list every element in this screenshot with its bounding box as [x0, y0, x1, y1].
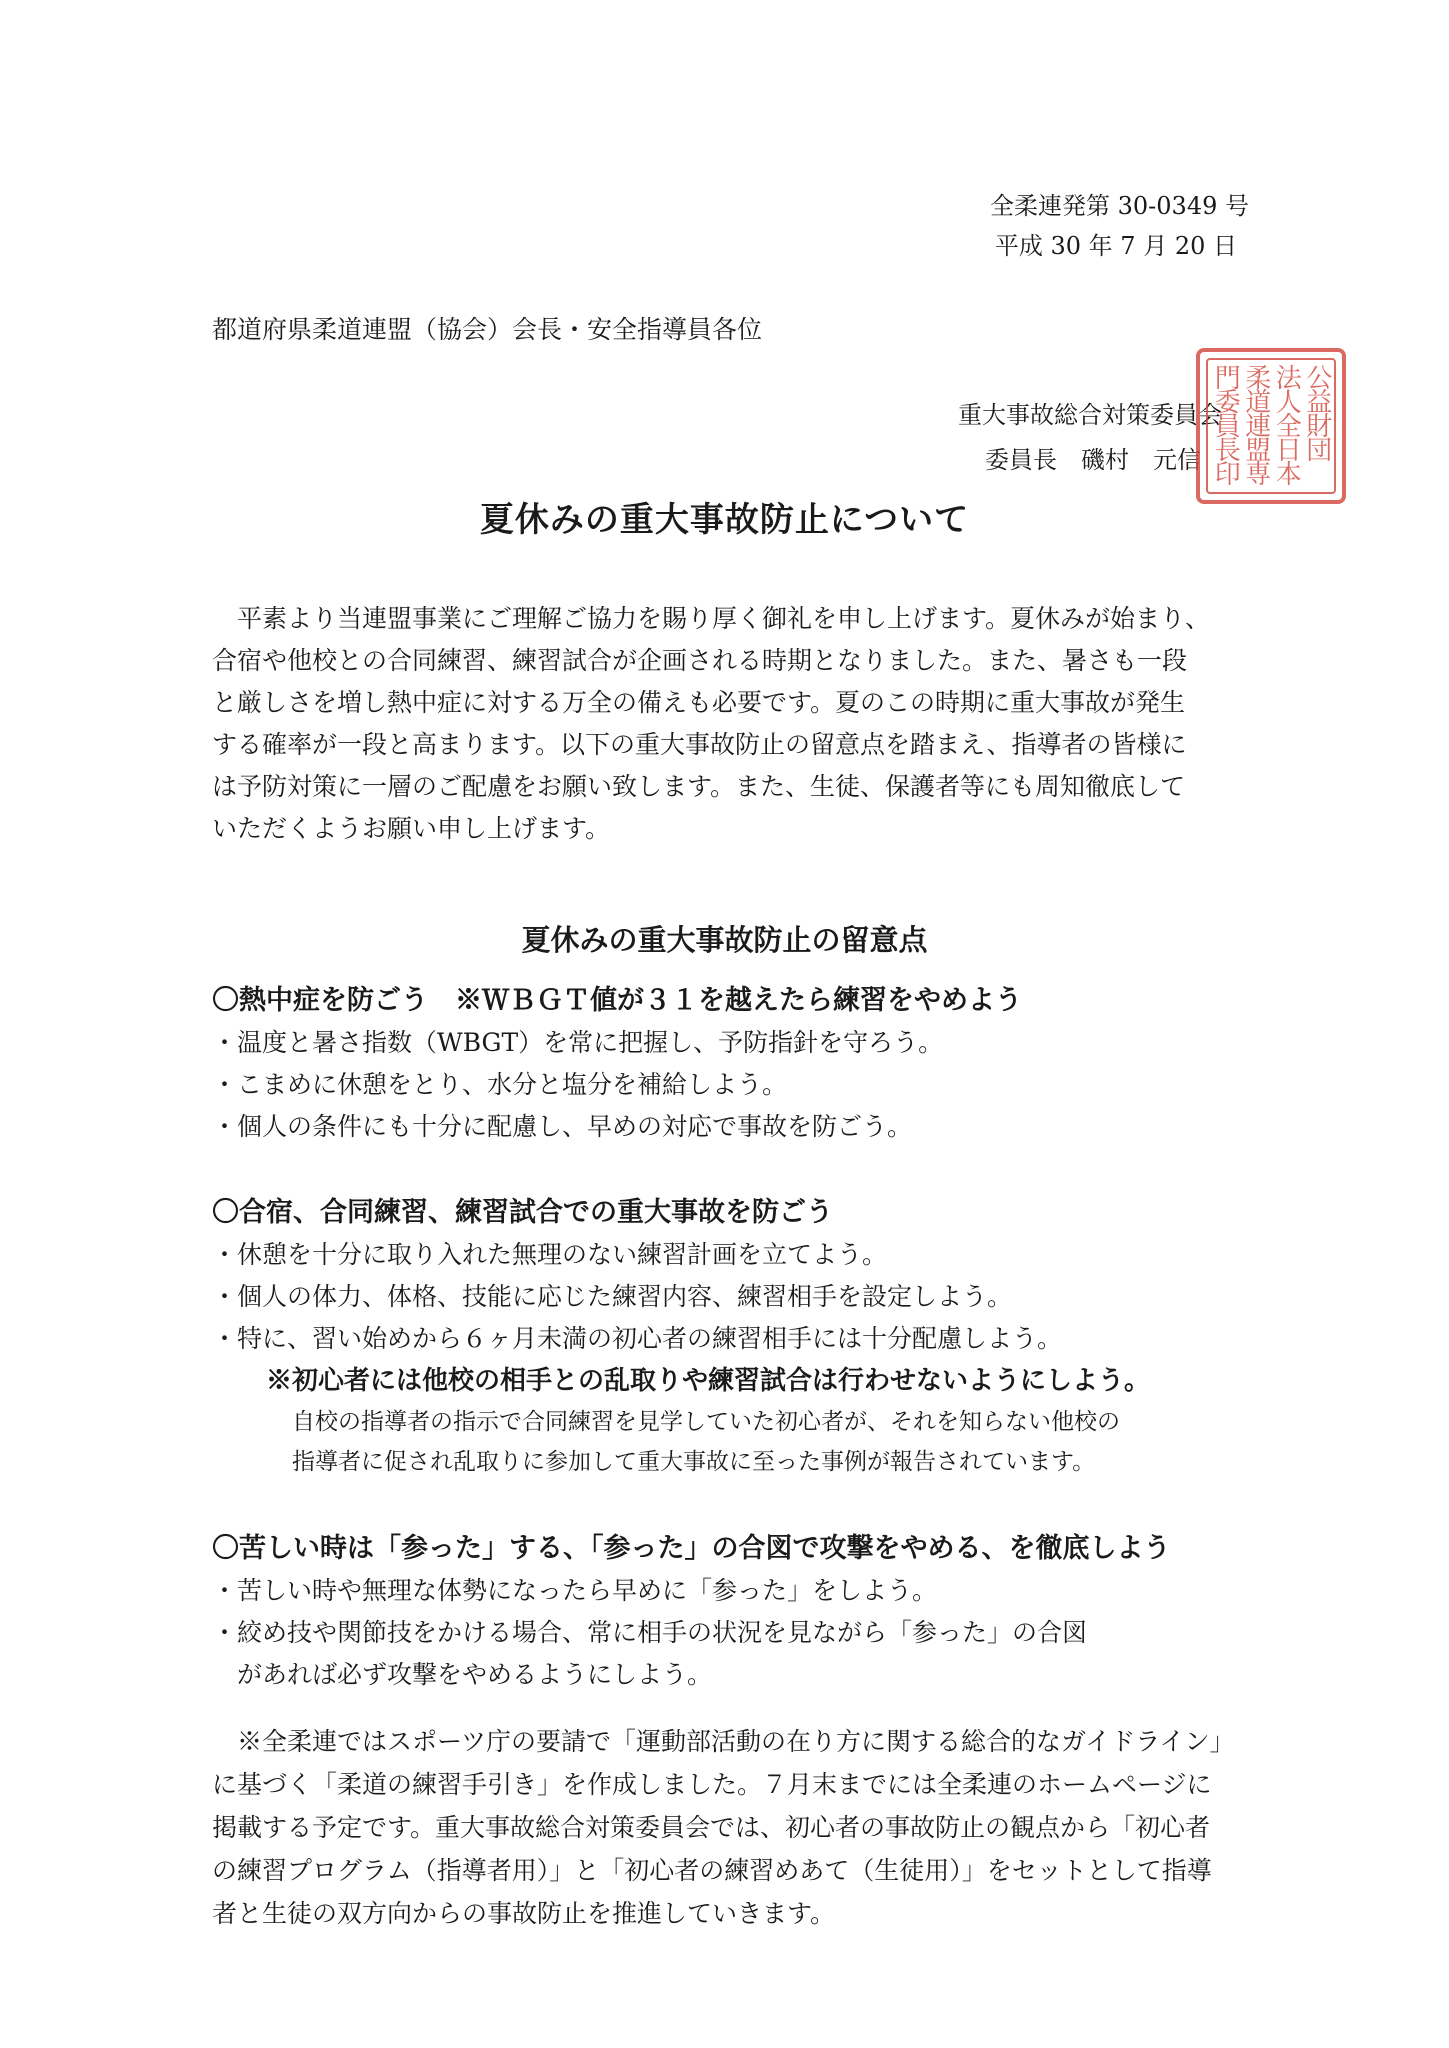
bullet-item: ・温度と暑さ指数（WBGT）を常に把握し、予防指針を守ろう。: [212, 1028, 944, 1057]
document-number: 全柔連発第 30-0349 号: [990, 192, 1249, 220]
note-line: に基づく「柔道の練習手引き」を作成しました。７月末までには全柔連のホームページに: [212, 1770, 1212, 1799]
document-date: 平成 30 年 7 月 20 日: [994, 232, 1237, 260]
seal-column: 門委員長印: [1210, 364, 1241, 484]
sub-line: 自校の指導者の指示で合同練習を見学していた初心者が、それを知らない他校の: [292, 1409, 1120, 1435]
intro-paragraph: [212, 598, 1242, 850]
section-joint-practice: [212, 1192, 1150, 1482]
seal-column: 法人全日本: [1271, 364, 1302, 484]
sub-heading: ※初心者には他校の相手との乱取りや練習試合は行わせないようにしよう。: [266, 1366, 1151, 1396]
bullet-item: ・個人の条件にも十分に配慮し、早めの対応で事故を防ごう。: [212, 1112, 913, 1141]
intro-line: いただくようお願い申し上げます。: [212, 814, 611, 843]
sub-line: 指導者に促され乱取りに参加して重大事故に至った事例が報告されています。: [292, 1449, 1096, 1475]
section-heading: 〇合宿、合同練習、練習試合での重大事故を防ごう: [212, 1197, 833, 1228]
official-seal-stamp: [1196, 348, 1346, 504]
seal-column: 公益財団: [1301, 364, 1332, 460]
seal-inner-border: [1206, 358, 1336, 494]
note-line: の練習プログラム（指導者用）」と「初心者の練習めあて（生徒用）」をセットとして指導: [212, 1856, 1212, 1885]
bullet-item: があれば必ず攻撃をやめるようにしよう。: [212, 1660, 713, 1689]
bullet-item: ・休憩を十分に取り入れた無理のない練習計画を立てよう。: [212, 1240, 888, 1269]
bullet-item: ・個人の体力、体格、技能に応じた練習内容、練習相手を設定しよう。: [212, 1282, 1013, 1311]
section-title: 夏休みの重大事故防止の留意点: [521, 923, 928, 957]
intro-line: する確率が一段と高まります。以下の重大事故防止の留意点を踏まえ、指導者の皆様に: [212, 730, 1187, 759]
note-line: 者と生徒の双方向からの事故防止を推進していきます。: [212, 1899, 836, 1928]
note-paragraph: [212, 1720, 1252, 1935]
intro-line: と厳しさを増し熱中症に対する万全の備えも必要です。夏のこの時期に重大事故が発生: [212, 688, 1186, 717]
section-heatstroke: [212, 980, 1022, 1148]
document-title: 夏休みの重大事故防止について: [479, 500, 970, 540]
committee-chair: 委員長 磯村 元信: [985, 446, 1201, 474]
section-heading: 〇苦しい時は「参った」する、「参った」の合図で攻撃をやめる、を徹底しよう: [212, 1533, 1171, 1564]
note-line: ※全柔連ではスポーツ庁の要請で「運動部活動の在り方に関する総合的なガイドライン」: [212, 1727, 1235, 1756]
bullet-item: ・特に、習い始めから６ヶ月未満の初心者の練習相手には十分配慮しよう。: [212, 1324, 1063, 1353]
section-heading: 〇熱中症を防ごう ※ＷＢＧＴ値が３１を越えたら練習をやめよう: [212, 985, 1022, 1016]
intro-line: は予防対策に一層のご配慮をお願い致します。また、生徒、保護者等にも周知徹底して: [212, 772, 1186, 801]
bullet-item: ・苦しい時や無理な体勢になったら早めに「参った」をしよう。: [212, 1576, 938, 1605]
intro-line: 合宿や他校との合同練習、練習試合が企画される時期となりました。また、暑さも一段: [212, 646, 1188, 675]
note-line: 掲載する予定です。重大事故総合対策委員会では、初心者の事故防止の観点から「初心者: [212, 1813, 1211, 1842]
section-submission: [212, 1528, 1171, 1696]
committee-name: 重大事故総合対策委員会: [958, 401, 1222, 429]
bullet-item: ・こまめに休憩をとり、水分と塩分を補給しよう。: [212, 1070, 788, 1099]
intro-line: 平素より当連盟事業にご理解ご協力を賜り厚く御礼を申し上げます。夏休みが始まり、: [212, 604, 1211, 633]
recipients: 都道府県柔道連盟（協会）会長・安全指導員各位: [212, 315, 763, 344]
bullet-item: ・絞め技や関節技をかける場合、常に相手の状況を見ながら「参った」の合図: [212, 1618, 1088, 1647]
seal-column: 柔道連盟専: [1240, 364, 1271, 484]
